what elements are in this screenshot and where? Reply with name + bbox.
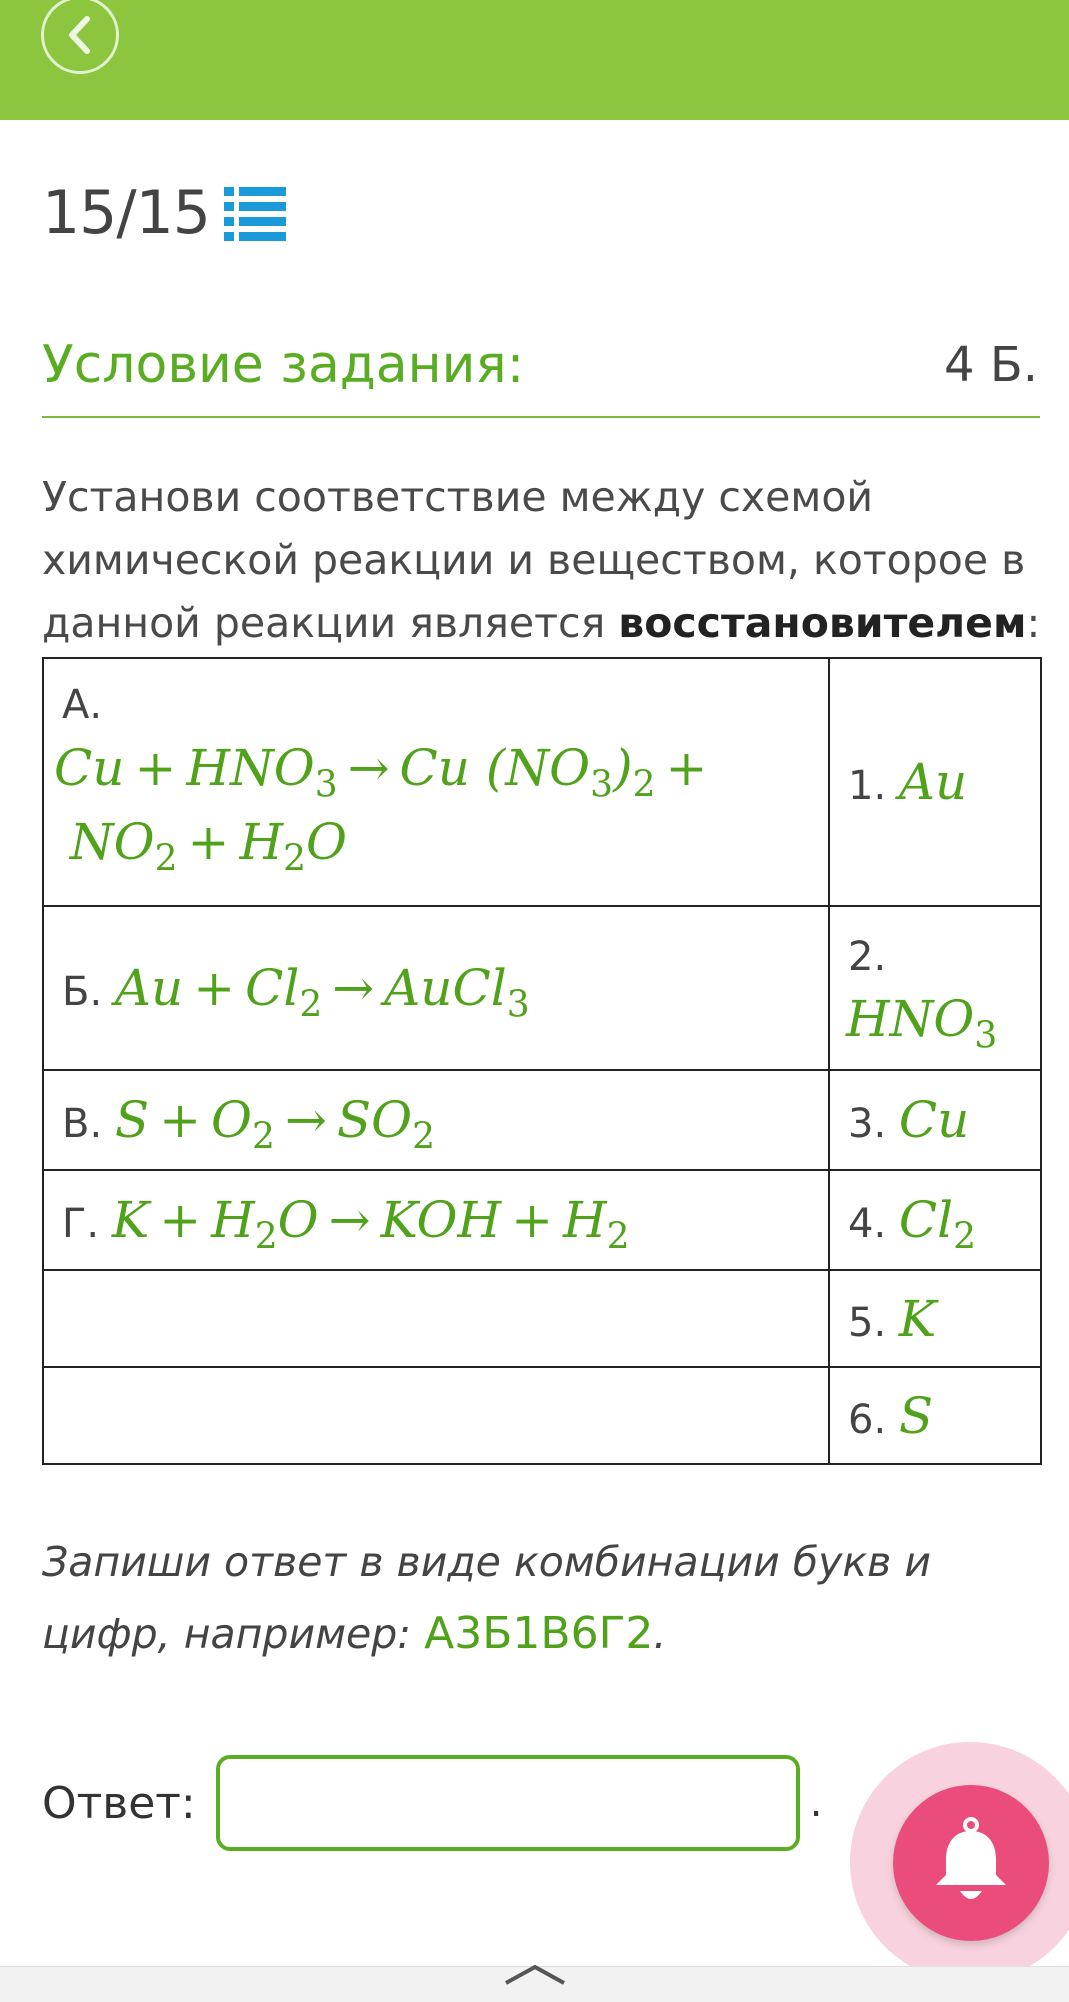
substance-num: 2. [848, 934, 887, 980]
question-end: : [1026, 599, 1041, 647]
table-row [43, 906, 1041, 1070]
reaction-formula: $Cu + HNO_3 \to Cu$ $(NO_3)_2$ + $NO_2 + H_2O$ [54, 739, 708, 880]
table-row [43, 658, 1041, 906]
list-icon[interactable] [224, 185, 286, 241]
answer-label: Ответ: [42, 1777, 196, 1829]
reaction-g [43, 1170, 829, 1270]
points-badge: 4 Б. [944, 337, 1038, 393]
reaction-formula: $S + O_2 \to SO_2$ [114, 1091, 436, 1158]
question-counter [42, 178, 286, 248]
substance-formula: K [898, 1289, 937, 1348]
back-button[interactable] [41, 0, 119, 74]
reaction-a [43, 658, 829, 906]
bell-button[interactable] [893, 1785, 1049, 1941]
substance-formula: S [898, 1386, 934, 1445]
substance-formula: Au [898, 753, 968, 811]
reaction-letter: Б. [62, 969, 103, 1015]
answer-input[interactable] [216, 1755, 800, 1851]
answer-row [42, 1755, 822, 1851]
reaction-formula: $K + H_2O$ → KOH + $H_2$ [111, 1191, 630, 1258]
top-bar [0, 0, 1069, 120]
condition-header [42, 330, 1038, 400]
answer-instruction [42, 1526, 1042, 1670]
answer-example: А3Б1В6Г2 [424, 1608, 654, 1659]
substance-formula: $HNO_3$ [846, 990, 998, 1057]
chevron-left-icon [63, 15, 97, 55]
reaction-letter: А. [62, 682, 103, 728]
substance-num: 1. [848, 763, 887, 809]
empty-cell [43, 1270, 829, 1367]
substance-formula: $Cl_2$ [898, 1191, 977, 1258]
substance-num: 3. [848, 1101, 887, 1147]
substance-5 [829, 1270, 1041, 1367]
instruction-text: Запиши ответ в виде комбинации букв и цифр, например: [42, 1538, 931, 1658]
reaction-formula: $Au + Cl_2$ → AuCl$_3$ [114, 959, 530, 1026]
divider [42, 416, 1040, 418]
condition-title: Условие задания: [42, 335, 525, 395]
substance-num: 5. [848, 1299, 887, 1346]
counter-text: 15/15 [42, 178, 210, 248]
table-row [43, 1170, 1041, 1270]
substance-6 [829, 1367, 1041, 1464]
table-row [43, 1270, 1041, 1367]
answer-dot: . [809, 1780, 823, 1826]
reaction-v [43, 1070, 829, 1170]
table-row [43, 1070, 1041, 1170]
question-part1: Установи соответствие между схемой химической реакции и веществом, которое в данной реакции является [42, 473, 1026, 647]
bottom-bar [0, 1966, 1069, 2002]
substance-3 [829, 1070, 1041, 1170]
reaction-letter: Г. [62, 1201, 100, 1247]
substance-num: 6. [848, 1396, 887, 1443]
substance-2 [829, 906, 1041, 1070]
substance-1 [829, 658, 1041, 906]
bell-icon [928, 1817, 1014, 1909]
substance-formula: Cu [898, 1091, 970, 1149]
matching-table [42, 657, 1042, 1465]
instruction-end: . [653, 1610, 667, 1658]
chevron-up-icon[interactable] [500, 1961, 570, 1987]
reaction-letter: В. [62, 1101, 103, 1147]
question-text [42, 466, 1042, 655]
substance-num: 4. [848, 1201, 887, 1247]
question-bold: восстановителем [618, 599, 1027, 647]
reaction-b [43, 906, 829, 1070]
empty-cell [43, 1367, 829, 1464]
substance-4 [829, 1170, 1041, 1270]
table-row [43, 1367, 1041, 1464]
